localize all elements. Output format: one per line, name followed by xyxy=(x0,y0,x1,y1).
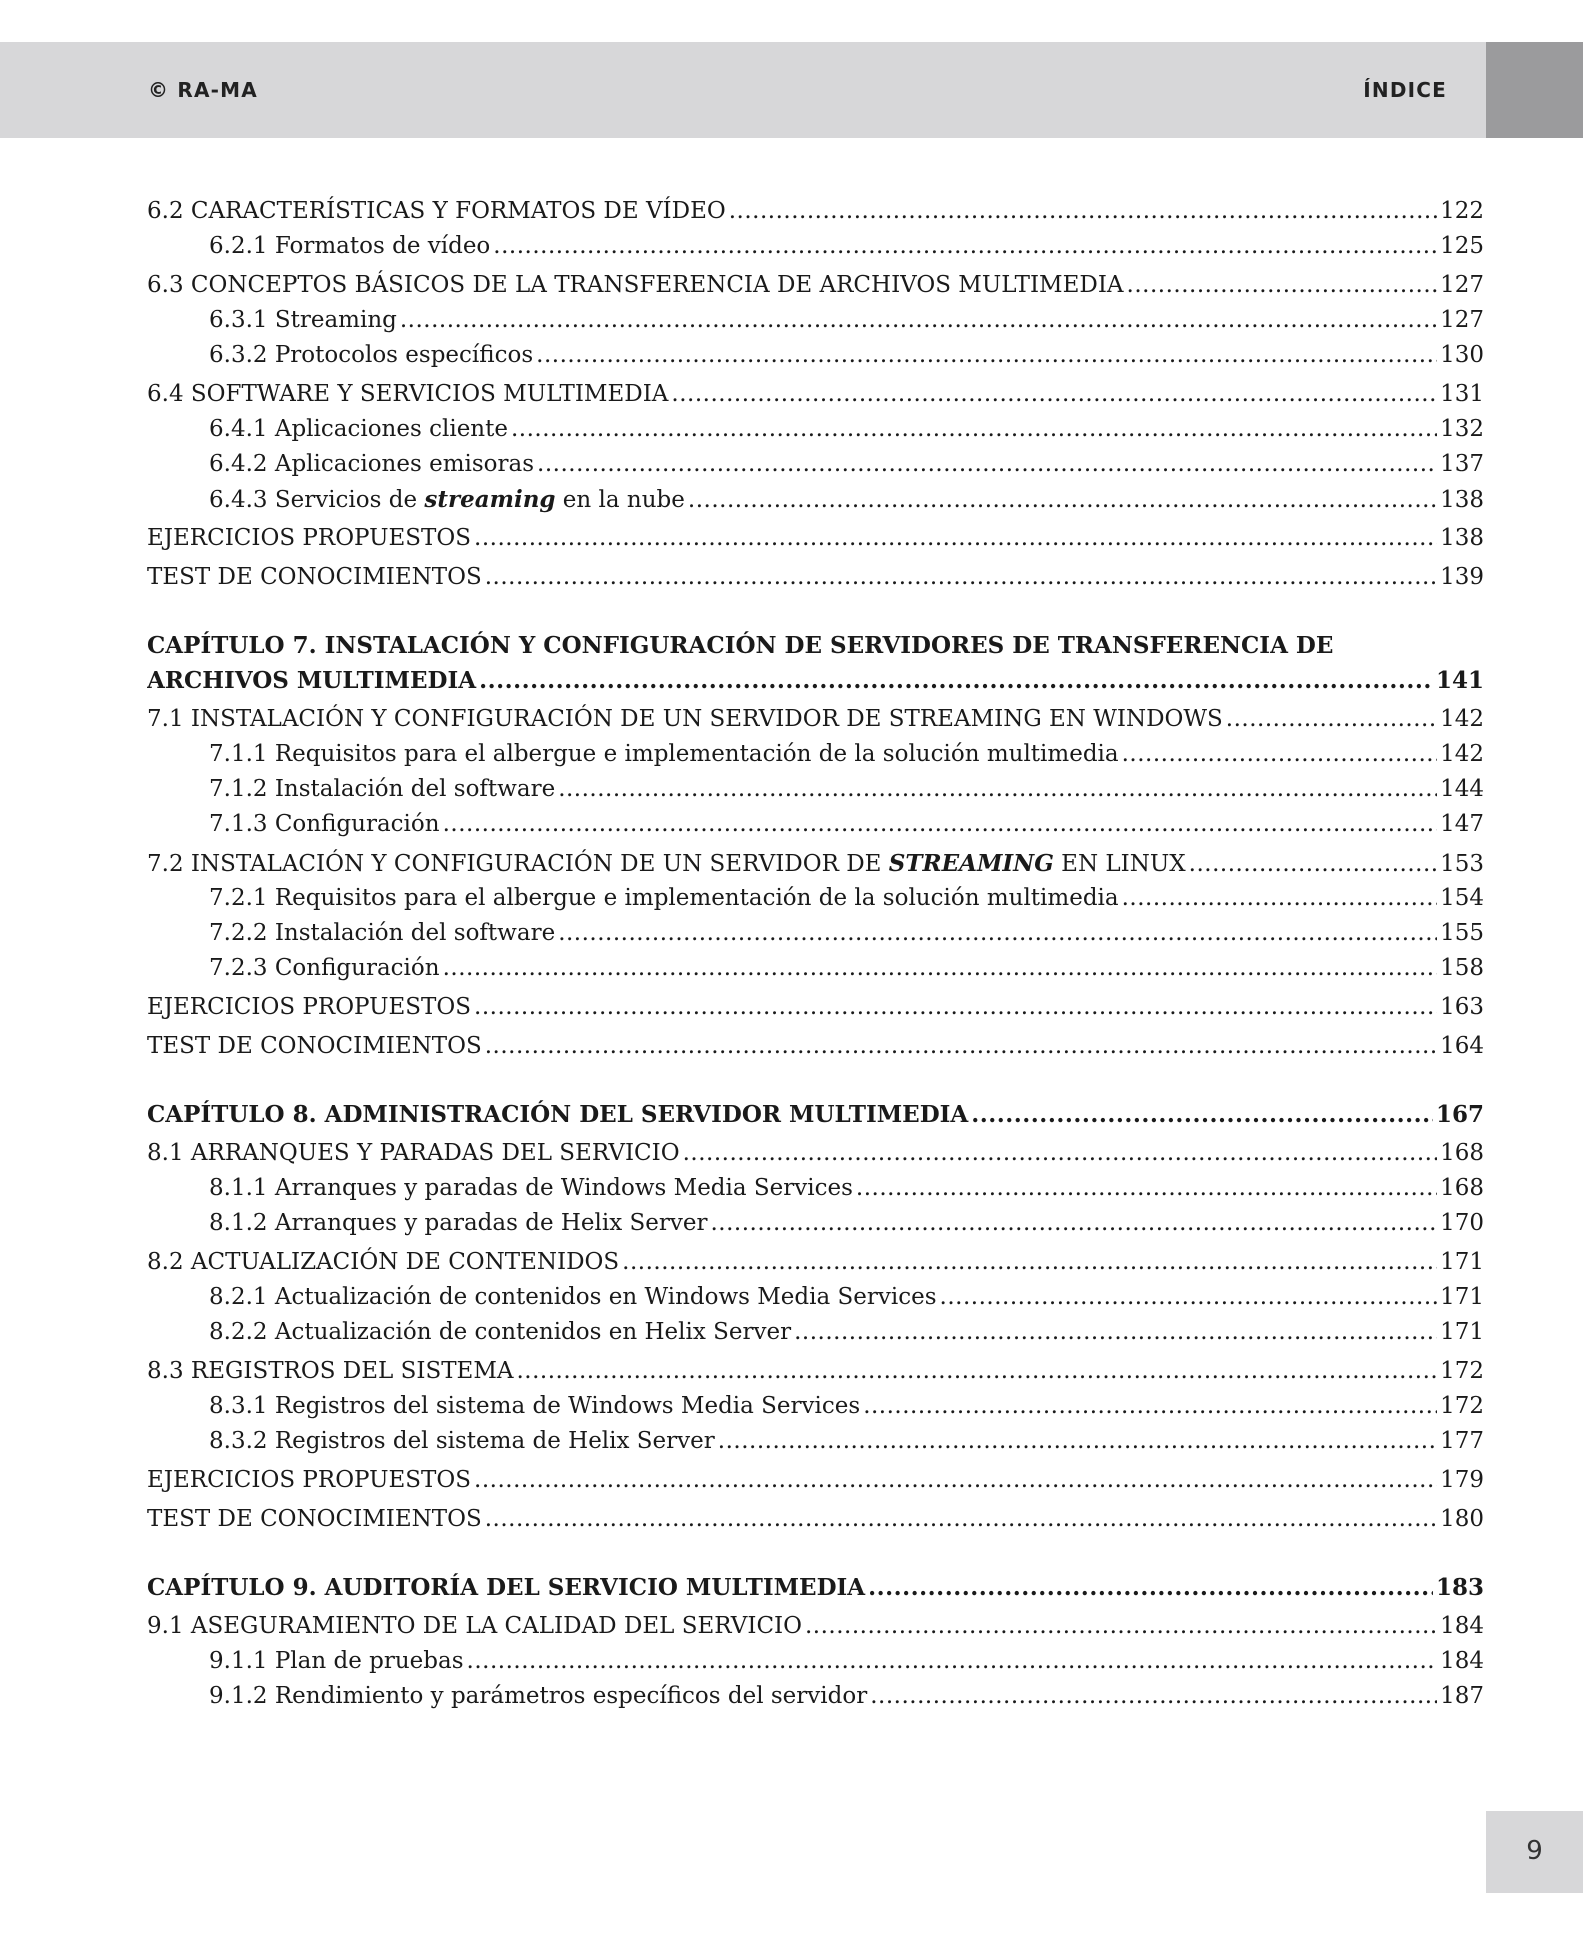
toc-page: 180 xyxy=(1440,1506,1484,1532)
toc-page: 171 xyxy=(1440,1249,1484,1275)
toc-page: 153 xyxy=(1440,851,1484,877)
toc-page: 142 xyxy=(1440,706,1484,732)
toc-title: 8.3.1 Registros del sistema de Windows Media Services xyxy=(209,1393,861,1419)
toc-entry[interactable] xyxy=(147,1206,1484,1241)
toc-title: CAPÍTULO 8. ADMINISTRACIÓN DEL SERVIDOR MULTIMEDIA xyxy=(147,1101,969,1128)
toc-entry[interactable] xyxy=(147,990,1484,1025)
toc-page: 137 xyxy=(1440,451,1484,477)
toc-leader xyxy=(863,1389,1437,1424)
toc-leader xyxy=(940,1280,1438,1315)
table-of-contents xyxy=(147,194,1484,1714)
toc-entry[interactable] xyxy=(147,268,1484,303)
toc-page: 127 xyxy=(1440,272,1484,298)
toc-title: TEST DE CONOCIMIENTOS xyxy=(147,564,482,590)
toc-leader xyxy=(794,1315,1437,1350)
toc-leader xyxy=(485,560,1437,595)
toc-leader xyxy=(558,772,1437,807)
toc-entry[interactable] xyxy=(147,1679,1484,1714)
toc-page: 184 xyxy=(1440,1648,1484,1674)
toc-title: 6.4 SOFTWARE Y SERVICIOS MULTIMEDIA xyxy=(147,381,669,407)
toc-leader xyxy=(467,1644,1438,1679)
toc-title: 8.2.1 Actualización de contenidos en Windows Media Services xyxy=(209,1284,937,1310)
toc-page: 154 xyxy=(1440,885,1484,911)
toc-page: 158 xyxy=(1440,955,1484,981)
toc-leader xyxy=(870,1679,1437,1714)
toc-leader xyxy=(443,807,1438,842)
toc-title: 8.2 ACTUALIZACIÓN DE CONTENIDOS xyxy=(147,1249,620,1275)
toc-title: EJERCICIOS PROPUESTOS xyxy=(147,525,472,551)
toc-title: 6.4.2 Aplicaciones emisoras xyxy=(209,451,535,477)
toc-leader xyxy=(474,521,1437,556)
toc-title: 7.1.3 Configuración xyxy=(209,811,440,837)
toc-entry[interactable] xyxy=(147,1463,1484,1498)
toc-title: 6.3.1 Streaming xyxy=(209,307,397,333)
toc-leader xyxy=(868,1570,1433,1605)
toc-leader xyxy=(517,1354,1438,1389)
toc-page: 127 xyxy=(1440,307,1484,333)
toc-entry[interactable] xyxy=(147,482,1484,517)
toc-title: TEST DE CONOCIMIENTOS xyxy=(147,1033,482,1059)
toc-title: 7.2.1 Requisitos para el albergue e implementación de la solución multimedia xyxy=(209,885,1119,911)
toc-title: 6.4.1 Aplicaciones cliente xyxy=(209,416,508,442)
toc-leader xyxy=(493,229,1437,264)
toc-page: 139 xyxy=(1440,564,1484,590)
toc-title: 7.1 INSTALACIÓN Y CONFIGURACIÓN DE UN SERVIDOR DE STREAMING EN WINDOWS xyxy=(147,706,1223,732)
toc-page: 168 xyxy=(1440,1175,1484,1201)
toc-page: 172 xyxy=(1440,1358,1484,1384)
toc-entry[interactable] xyxy=(147,412,1484,447)
toc-title: 7.2.3 Configuración xyxy=(209,955,440,981)
toc-title: EJERCICIOS PROPUESTOS xyxy=(147,994,472,1020)
toc-leader xyxy=(1127,268,1438,303)
toc-title: TEST DE CONOCIMIENTOS xyxy=(147,1506,482,1532)
toc-entry[interactable] xyxy=(147,303,1484,338)
toc-title: 8.1.1 Arranques y paradas de Windows Media Services xyxy=(209,1175,853,1201)
toc-entry[interactable] xyxy=(147,338,1484,373)
toc-leader xyxy=(1189,847,1437,881)
toc-page: 138 xyxy=(1440,487,1484,513)
toc-page: 122 xyxy=(1440,198,1484,224)
toc-page: 130 xyxy=(1440,342,1484,368)
toc-leader xyxy=(671,377,1437,412)
toc-page: 177 xyxy=(1440,1428,1484,1454)
toc-entry[interactable] xyxy=(147,1280,1484,1315)
toc-leader xyxy=(622,1245,1437,1280)
toc-entry[interactable] xyxy=(147,1502,1484,1537)
toc-entry[interactable] xyxy=(147,194,1484,229)
toc-leader xyxy=(536,338,1437,373)
toc-title: 7.1.2 Instalación del software xyxy=(209,776,556,802)
toc-title: 7.2.2 Instalación del software xyxy=(209,920,556,946)
toc-title: 6.3 CONCEPTOS BÁSICOS DE LA TRANSFERENCIA DE ARCHIVOS MULTIMEDIA xyxy=(147,272,1124,298)
toc-page: 167 xyxy=(1435,1101,1484,1128)
toc-title: 7.2 INSTALACIÓN Y CONFIGURACIÓN DE UN SERVIDOR DE STREAMING EN LINUX xyxy=(147,850,1186,877)
toc-leader xyxy=(485,1502,1437,1537)
chapter-7-heading: CAPÍTULO 7. INSTALACIÓN Y CONFIGURACIÓN DE SERVIDORES DE TRANSFERENCIA DE xyxy=(147,632,1334,659)
toc-page: 163 xyxy=(1440,994,1484,1020)
toc-page: 187 xyxy=(1440,1683,1484,1709)
toc-leader xyxy=(485,1029,1437,1064)
toc-page: 179 xyxy=(1440,1467,1484,1493)
toc-entry[interactable] xyxy=(147,772,1484,807)
toc-leader xyxy=(711,1206,1438,1241)
toc-title: 7.1.1 Requisitos para el albergue e implementación de la solución multimedia xyxy=(209,741,1119,767)
toc-page: 171 xyxy=(1440,1284,1484,1310)
toc-title: 9.1.1 Plan de pruebas xyxy=(209,1648,464,1674)
toc-page: 184 xyxy=(1440,1613,1484,1639)
toc-leader xyxy=(971,1097,1433,1132)
toc-page: 131 xyxy=(1440,381,1484,407)
toc-title: 8.3.2 Registros del sistema de Helix Server xyxy=(209,1428,715,1454)
toc-leader xyxy=(729,194,1437,229)
toc-entry[interactable] xyxy=(147,1029,1484,1064)
toc-title: 9.1 ASEGURAMIENTO DE LA CALIDAD DEL SERVICIO xyxy=(147,1613,802,1639)
toc-entry[interactable] xyxy=(147,447,1484,482)
toc-leader xyxy=(683,1136,1438,1171)
toc-title: 8.1.2 Arranques y paradas de Helix Server xyxy=(209,1210,708,1236)
toc-title: 8.3 REGISTROS DEL SISTEMA xyxy=(147,1358,514,1384)
toc-page: 168 xyxy=(1440,1140,1484,1166)
toc-leader xyxy=(805,1609,1437,1644)
toc-title: 6.3.2 Protocolos específicos xyxy=(209,342,534,368)
toc-leader xyxy=(479,663,1433,698)
toc-page: 172 xyxy=(1440,1393,1484,1419)
toc-title: 8.2.2 Actualización de contenidos en Helix Server xyxy=(209,1319,792,1345)
toc-leader xyxy=(718,1424,1437,1459)
header-tab xyxy=(1486,42,1583,138)
toc-leader xyxy=(1226,702,1437,737)
toc-leader xyxy=(400,303,1437,338)
toc-entry[interactable] xyxy=(147,560,1484,595)
toc-title: CAPÍTULO 9. AUDITORÍA DEL SERVICIO MULTIMEDIA xyxy=(147,1574,866,1601)
toc-page: 164 xyxy=(1440,1033,1484,1059)
toc-title: ARCHIVOS MULTIMEDIA xyxy=(147,667,477,694)
toc-title: 8.1 ARRANQUES Y PARADAS DEL SERVICIO xyxy=(147,1140,680,1166)
toc-page: 144 xyxy=(1440,776,1484,802)
toc-page: 125 xyxy=(1440,233,1484,259)
toc-title: 6.2 CARACTERÍSTICAS Y FORMATOS DE VÍDEO xyxy=(147,198,726,224)
toc-leader xyxy=(474,990,1437,1025)
toc-title: 9.1.2 Rendimiento y parámetros específicos del servidor xyxy=(209,1683,868,1709)
toc-page: 147 xyxy=(1440,811,1484,837)
toc-entry[interactable] xyxy=(147,1609,1484,1644)
toc-title: 6.4.3 Servicios de streaming en la nube xyxy=(209,486,685,513)
toc-entry[interactable] xyxy=(147,951,1484,986)
toc-page: 170 xyxy=(1440,1210,1484,1236)
toc-entry[interactable] xyxy=(147,1136,1484,1171)
toc-entry[interactable] xyxy=(147,1171,1484,1206)
toc-title: 6.2.1 Formatos de vídeo xyxy=(209,233,491,259)
toc-chapter-entry[interactable] xyxy=(147,1097,1484,1132)
section-title: ÍNDICE xyxy=(1363,78,1447,102)
toc-page: 141 xyxy=(1435,667,1484,694)
toc-entry[interactable] xyxy=(147,846,1484,881)
toc-leader xyxy=(1122,881,1437,916)
toc-leader xyxy=(856,1171,1437,1206)
toc-entry[interactable] xyxy=(147,1424,1484,1459)
toc-entry[interactable] xyxy=(147,377,1484,412)
toc-page: 155 xyxy=(1440,920,1484,946)
toc-entry[interactable] xyxy=(147,1389,1484,1424)
publisher-label: © RA-MA xyxy=(148,78,258,102)
toc-entry[interactable] xyxy=(147,807,1484,842)
toc-chapter-entry[interactable] xyxy=(147,1570,1484,1605)
toc-entry[interactable] xyxy=(147,1644,1484,1679)
toc-entry[interactable] xyxy=(147,521,1484,556)
toc-leader xyxy=(558,916,1437,951)
toc-leader xyxy=(474,1463,1437,1498)
toc-leader xyxy=(443,951,1438,986)
toc-entry[interactable] xyxy=(147,229,1484,264)
toc-entry[interactable] xyxy=(147,881,1484,916)
toc-entry[interactable] xyxy=(147,737,1484,772)
toc-page: 138 xyxy=(1440,525,1484,551)
toc-entry[interactable] xyxy=(147,1315,1484,1350)
toc-page: 183 xyxy=(1435,1574,1484,1601)
toc-page: 132 xyxy=(1440,416,1484,442)
toc-leader xyxy=(511,412,1437,447)
toc-entry[interactable] xyxy=(147,1245,1484,1280)
toc-leader xyxy=(688,483,1437,517)
toc-leader xyxy=(537,447,1437,482)
toc-chapter-entry[interactable] xyxy=(147,663,1484,698)
toc-entry[interactable] xyxy=(147,1354,1484,1389)
toc-title: EJERCICIOS PROPUESTOS xyxy=(147,1467,472,1493)
toc-leader xyxy=(1122,737,1437,772)
page-number: 9 xyxy=(1526,1836,1543,1866)
toc-page: 142 xyxy=(1440,741,1484,767)
toc-entry[interactable] xyxy=(147,916,1484,951)
toc-entry[interactable] xyxy=(147,702,1484,737)
toc-page: 171 xyxy=(1440,1319,1484,1345)
